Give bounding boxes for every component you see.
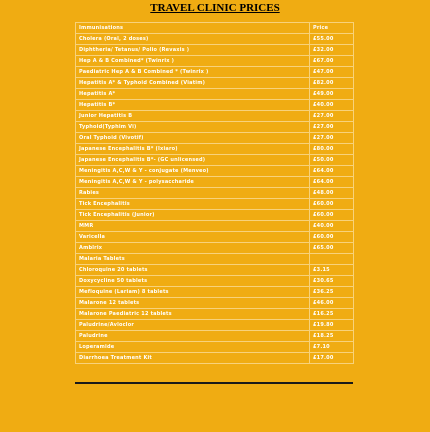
item-price: £32.00 — [310, 45, 354, 56]
item-name: Typhoid(Typhim Vi) — [76, 122, 310, 133]
table-row — [76, 276, 354, 287]
item-name: Mefloquine (Lariam) 8 tablets — [76, 287, 310, 298]
table-row — [76, 309, 354, 320]
table-row — [76, 342, 354, 353]
item-price: £48.00 — [310, 188, 354, 199]
item-price: £82.00 — [310, 78, 354, 89]
item-name: Japanese Encephalitis B* (Ixiaro) — [76, 144, 310, 155]
item-price: £49.00 — [310, 89, 354, 100]
table-row — [76, 144, 354, 155]
item-price: £30.65 — [310, 276, 354, 287]
item-price: £80.00 — [310, 144, 354, 155]
item-name: Hep A & B Combined* (Twinrix ) — [76, 56, 310, 67]
item-price: £40.00 — [310, 100, 354, 111]
item-price: £60.00 — [310, 232, 354, 243]
table-row — [76, 100, 354, 111]
table-row — [76, 265, 354, 276]
item-price: £46.00 — [310, 298, 354, 309]
item-price: £47.00 — [310, 67, 354, 78]
header-price: Price — [310, 23, 354, 34]
item-name: Meningitis A,C,W & Y - polysaccharide — [76, 177, 310, 188]
table-row — [76, 67, 354, 78]
item-name: Hepatitis B* — [76, 100, 310, 111]
item-name: Paludrine — [76, 331, 310, 342]
item-price: £40.00 — [310, 221, 354, 232]
malaria-section — [76, 254, 354, 265]
table-row — [76, 166, 354, 177]
item-name: Rabies — [76, 188, 310, 199]
item-name: Hepatitis A* & Typhoid Combined (Viatim) — [76, 78, 310, 89]
table-row — [76, 177, 354, 188]
item-name: Malarone 12 tablets — [76, 298, 310, 309]
table-row — [76, 155, 354, 166]
table-row — [76, 287, 354, 298]
malaria-rows — [76, 265, 354, 364]
item-price: £67.00 — [310, 56, 354, 67]
item-price: £60.00 — [310, 210, 354, 221]
table-row — [76, 199, 354, 210]
item-name: MMR — [76, 221, 310, 232]
table-row — [76, 243, 354, 254]
item-price: £60.00 — [310, 199, 354, 210]
item-price: £17.00 — [310, 353, 354, 364]
item-price: £65.00 — [310, 243, 354, 254]
item-name: Malarone Paediatric 12 tablets — [76, 309, 310, 320]
item-price: £3.15 — [310, 265, 354, 276]
table-row — [76, 78, 354, 89]
item-name: Amblrix — [76, 243, 310, 254]
item-name: Cholera (Oral, 2 doses) — [76, 34, 310, 45]
item-name: Paludrine/Avloclor — [76, 320, 310, 331]
table-row — [76, 111, 354, 122]
item-price: £64.00 — [310, 166, 354, 177]
section-label: Malaria Tablets — [76, 254, 310, 265]
header-immunisations: Immunisations — [76, 23, 310, 34]
item-price: £55.00 — [310, 34, 354, 45]
item-name: Loperamide — [76, 342, 310, 353]
item-name: Meningitis A,C,W & Y - conjugate (Menveo) — [76, 166, 310, 177]
item-price: £19.80 — [310, 320, 354, 331]
table-row — [76, 45, 354, 56]
item-name: Diarrhoea Treatment Kit — [76, 353, 310, 364]
table-row — [76, 221, 354, 232]
table-row — [76, 320, 354, 331]
table-row — [76, 210, 354, 221]
item-name: Diphtheria/ Tetanus/ Polio (Revaxis ) — [76, 45, 310, 56]
item-price: £18.25 — [310, 331, 354, 342]
table-row — [76, 188, 354, 199]
item-price: £7.10 — [310, 342, 354, 353]
item-name: Oral Typhoid (Vivotif) — [76, 133, 310, 144]
item-name: Varicella — [76, 232, 310, 243]
item-price: £36.25 — [310, 287, 354, 298]
table-row — [76, 353, 354, 364]
item-price: £27.00 — [310, 111, 354, 122]
item-price: £27.00 — [310, 133, 354, 144]
table-header-row — [76, 23, 354, 34]
table-row — [76, 34, 354, 45]
table-row — [76, 56, 354, 67]
section-row-malaria — [76, 254, 354, 265]
item-name: Japanese Encephalitis B*- (GC unlicensed) — [76, 155, 310, 166]
item-name: Junior Hepatitis B — [76, 111, 310, 122]
table-row — [76, 232, 354, 243]
price-table — [75, 22, 354, 364]
item-name: Paediatric Hep A & B Combined * (Twinrix ) — [76, 67, 310, 78]
item-name: Tick Encephalitis (Junior) — [76, 210, 310, 221]
page-title: TRAVEL CLINIC PRICES — [150, 2, 280, 14]
table-row — [76, 331, 354, 342]
item-price: £50.00 — [310, 155, 354, 166]
item-name: Chloroquine 20 tablets — [76, 265, 310, 276]
item-name: Doxycycline 50 tablets — [76, 276, 310, 287]
item-name: Hepatitis A* — [76, 89, 310, 100]
item-price: £27.00 — [310, 122, 354, 133]
horizontal-rule — [75, 382, 353, 384]
table-row — [76, 122, 354, 133]
item-price: £16.25 — [310, 309, 354, 320]
table-row — [76, 298, 354, 309]
table-row — [76, 89, 354, 100]
immunisation-rows — [76, 34, 354, 254]
item-name: Tick Encephalitis — [76, 199, 310, 210]
table-row — [76, 133, 354, 144]
section-empty-cell — [310, 254, 354, 265]
item-price: £64.00 — [310, 177, 354, 188]
